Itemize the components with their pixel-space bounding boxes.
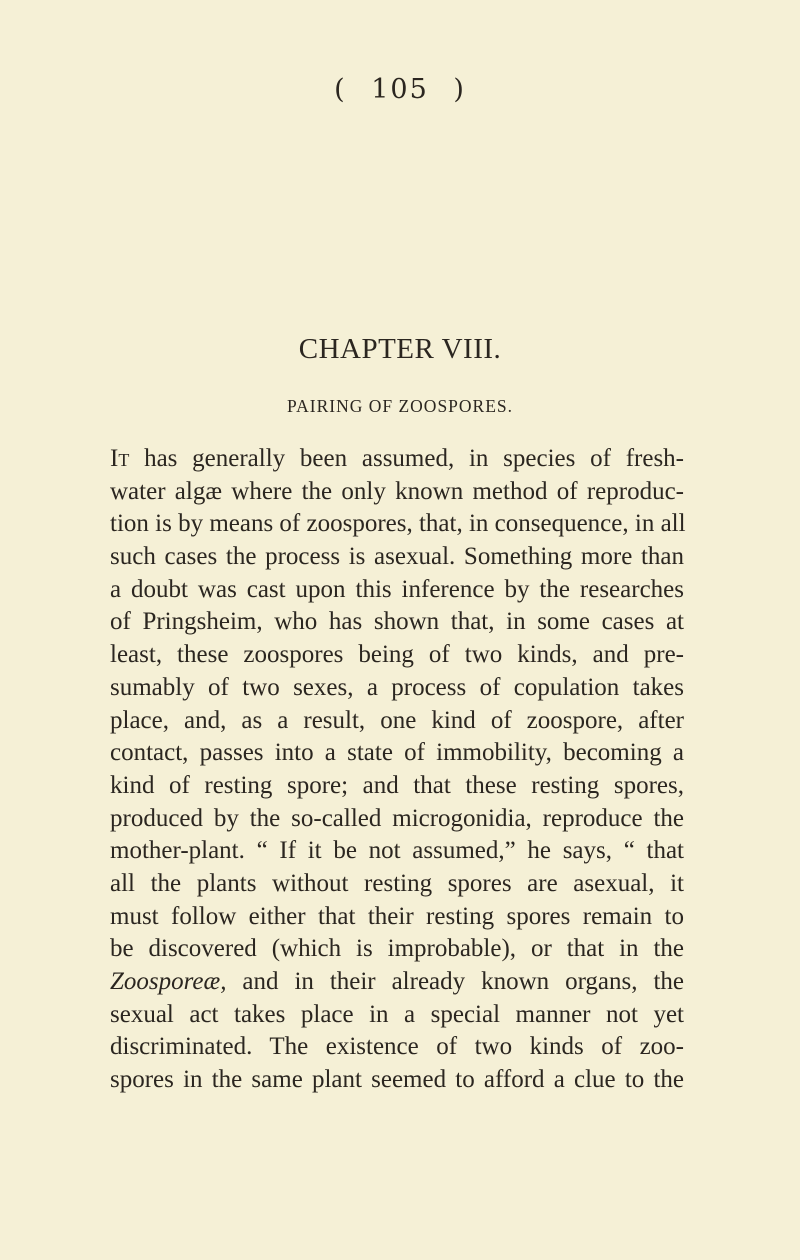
text-line-19: discriminated. The existence of two kinds of zoo- bbox=[110, 1033, 684, 1061]
chapter-title: CHAPTER VIII. bbox=[298, 333, 502, 365]
page-number: ( 105 ) bbox=[334, 74, 466, 105]
italic-term: Zoosporeæ, bbox=[110, 968, 227, 995]
text-line-6: of Pringsheim, who has shown that, in some cases at bbox=[110, 608, 684, 636]
text-line-1 bbox=[110, 443, 684, 476]
text-line-13: mother-plant. “ If it be not assumed,” he says, “ that bbox=[110, 837, 684, 865]
text-line-7: least, these zoospores being of two kinds, and pre- bbox=[110, 641, 684, 669]
text-line-15: must follow either that their resting spores remain to bbox=[110, 902, 684, 930]
body-text bbox=[110, 443, 684, 1097]
text-line-20: spores in the same plant seemed to afford a clue to the bbox=[110, 1066, 684, 1094]
line-1-text: has generally been assumed, in species of fresh- bbox=[129, 445, 684, 472]
text-line-14: all the plants without resting spores are asexual, it bbox=[110, 869, 684, 897]
text-line-3: tion is by means of zoospores, that, in consequence, in all bbox=[110, 510, 686, 538]
text-line-11: kind of resting spore; and that these resting spores, bbox=[110, 771, 684, 799]
text-line-18: sexual act takes place in a special manner not yet bbox=[110, 1000, 684, 1028]
text-line-5: a doubt was cast upon this inference by the researches bbox=[110, 575, 684, 603]
text-line-9: place, and, as a result, one kind of zoospore, after bbox=[110, 706, 684, 734]
text-line-16: be discovered (which is improbable), or that in the bbox=[110, 935, 684, 963]
line-17-text: and in their already known organs, the bbox=[226, 968, 684, 995]
text-line-17 bbox=[110, 966, 684, 999]
text-line-8: sumably of two sexes, a process of copulation takes bbox=[110, 673, 684, 701]
text-line-4: such cases the process is asexual. Something more than bbox=[110, 543, 684, 571]
text-line-12: produced by the so-called microgonidia, reproduce the bbox=[110, 804, 684, 832]
chapter-subtitle: PAIRING OF ZOOSPORES. bbox=[286, 396, 514, 416]
text-line-10: contact, passes into a state of immobility, becoming a bbox=[110, 739, 684, 767]
text-line-2: water algæ where the only known method of reproduc- bbox=[110, 477, 684, 505]
lead-word: It bbox=[110, 445, 130, 472]
